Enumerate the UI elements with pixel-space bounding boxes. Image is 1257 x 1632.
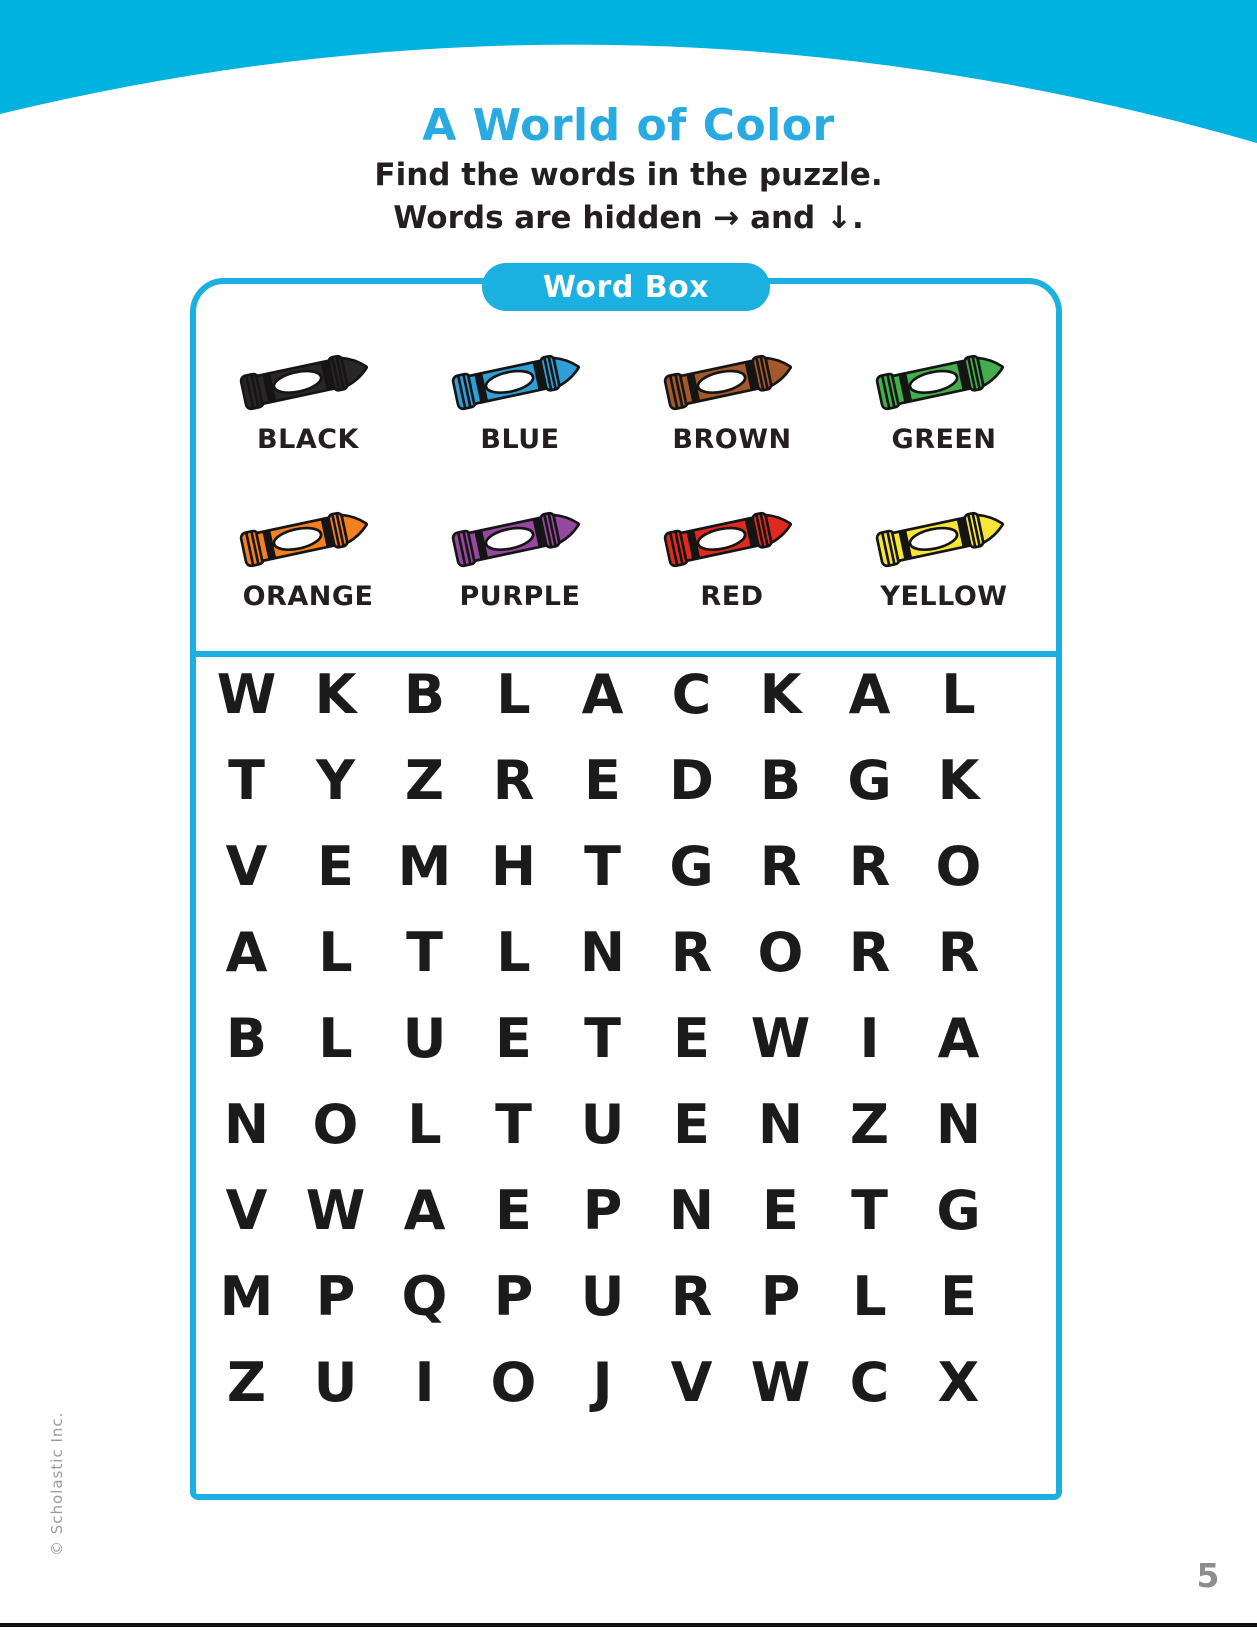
letter-cell-r3-c1: V <box>225 834 268 898</box>
letter-cell-r4-c9: R <box>937 920 980 984</box>
letter-cell-r9-c6: V <box>670 1350 713 1414</box>
word-box-header <box>482 263 770 311</box>
letter-cell-r7-c4: E <box>495 1178 532 1242</box>
word-label: GREEN <box>891 424 997 455</box>
letter-cell-r6-c4: T <box>495 1092 532 1156</box>
letter-cell-r6-c6: E <box>673 1092 710 1156</box>
letter-cell-r1-c9: L <box>941 662 976 726</box>
letter-cell-r3-c5: T <box>584 834 621 898</box>
letter-cell-r9-c2: U <box>313 1350 358 1414</box>
letter-cell-r7-c8: T <box>851 1178 888 1242</box>
word-label: BROWN <box>672 424 792 455</box>
crayon-blue-icon <box>437 348 603 416</box>
letter-cell-r3-c9: O <box>935 834 982 898</box>
letter-cell-r4-c5: N <box>579 920 626 984</box>
letter-cell-r8-c4: P <box>493 1264 534 1328</box>
word-box-header-label: Word Box <box>542 269 710 305</box>
letter-cell-r4-c7: O <box>757 920 804 984</box>
letter-cell-r6-c8: Z <box>849 1092 890 1156</box>
page-number: 5 <box>1196 1556 1220 1595</box>
letter-cell-r7-c1: V <box>225 1178 268 1242</box>
letter-cell-r3-c4: H <box>490 834 537 898</box>
instructions <box>0 154 1257 240</box>
letter-cell-r3-c8: R <box>848 834 891 898</box>
letter-cell-r4-c3: T <box>406 920 443 984</box>
word-label: BLUE <box>480 424 560 455</box>
word-item-brown <box>626 348 838 455</box>
letter-cell-r5-c4: E <box>495 1006 532 1070</box>
letter-cell-r4-c8: R <box>848 920 891 984</box>
letter-cell-r4-c2: L <box>318 920 353 984</box>
letter-cell-r3-c6: G <box>669 834 714 898</box>
letter-cell-r1-c4: L <box>496 662 531 726</box>
letter-cell-r7-c3: A <box>403 1178 446 1242</box>
letter-cell-r3-c7: R <box>759 834 802 898</box>
letter-cell-r6-c7: N <box>757 1092 804 1156</box>
word-label: BLACK <box>257 424 359 455</box>
letter-cell-r9-c3: I <box>414 1350 435 1414</box>
crayon-red-icon <box>649 505 815 573</box>
letter-cell-r5-c5: T <box>584 1006 621 1070</box>
word-item-yellow <box>838 505 1050 612</box>
letter-cell-r9-c9: X <box>937 1350 980 1414</box>
letter-cell-r1-c5: A <box>581 662 624 726</box>
letter-cell-r9-c4: O <box>490 1350 537 1414</box>
word-label: RED <box>700 581 764 612</box>
letter-cell-r2-c6: D <box>669 748 714 812</box>
word-label: ORANGE <box>242 581 374 612</box>
letter-grid <box>202 651 1003 1425</box>
page-bottom-edge-line <box>0 1623 1257 1627</box>
letter-cell-r6-c1: N <box>223 1092 270 1156</box>
crayon-green-icon <box>861 348 1027 416</box>
letter-cell-r2-c2: Y <box>315 748 356 812</box>
instruction-line-2: Words are hidden → and ↓. <box>393 200 864 236</box>
crayon-yellow-icon <box>861 505 1027 573</box>
word-item-orange <box>202 505 414 612</box>
letter-cell-r7-c2: W <box>305 1178 366 1242</box>
letter-cell-r9-c1: Z <box>226 1350 267 1414</box>
letter-cell-r5-c9: A <box>937 1006 980 1070</box>
letter-cell-r6-c5: U <box>580 1092 625 1156</box>
letter-cell-r5-c2: L <box>318 1006 353 1070</box>
letter-cell-r4-c6: R <box>670 920 713 984</box>
crayon-black-icon <box>225 348 391 416</box>
letter-cell-r7-c6: N <box>668 1178 715 1242</box>
letter-cell-r2-c1: T <box>228 748 265 812</box>
crayon-purple-icon <box>437 505 603 573</box>
letter-cell-r1-c3: B <box>403 662 446 726</box>
letter-cell-r9-c5: J <box>592 1350 613 1414</box>
letter-cell-r5-c7: W <box>750 1006 811 1070</box>
letter-cell-r8-c3: Q <box>401 1264 448 1328</box>
letter-cell-r2-c5: E <box>584 748 621 812</box>
letter-cell-r5-c3: U <box>402 1006 447 1070</box>
letter-cell-r2-c9: K <box>937 748 980 812</box>
letter-cell-r8-c2: P <box>315 1264 356 1328</box>
letter-cell-r5-c8: I <box>859 1006 880 1070</box>
letter-cell-r4-c1: A <box>225 920 268 984</box>
word-item-blue <box>414 348 626 455</box>
letter-cell-r7-c7: E <box>762 1178 799 1242</box>
letter-cell-r8-c1: M <box>219 1264 274 1328</box>
letter-cell-r5-c1: B <box>225 1006 268 1070</box>
word-item-red <box>626 505 838 612</box>
letter-cell-r1-c8: A <box>848 662 891 726</box>
letter-cell-r1-c2: K <box>314 662 357 726</box>
word-box-words <box>202 348 1050 612</box>
letter-cell-r6-c3: L <box>407 1092 442 1156</box>
word-label: PURPLE <box>459 581 581 612</box>
letter-cell-r8-c8: L <box>852 1264 887 1328</box>
letter-cell-r6-c2: O <box>312 1092 359 1156</box>
instruction-line-1: Find the words in the puzzle. <box>374 157 883 193</box>
letter-cell-r4-c4: L <box>496 920 531 984</box>
letter-cell-r9-c8: C <box>849 1350 890 1414</box>
letter-cell-r2-c8: G <box>847 748 892 812</box>
letter-cell-r1-c6: C <box>671 662 712 726</box>
letter-cell-r7-c9: G <box>936 1178 981 1242</box>
letter-cell-r2-c7: B <box>759 748 802 812</box>
letter-cell-r3-c3: M <box>397 834 452 898</box>
word-item-green <box>838 348 1050 455</box>
letter-cell-r9-c7: W <box>750 1350 811 1414</box>
crayon-orange-icon <box>225 505 391 573</box>
letter-cell-r8-c6: R <box>670 1264 713 1328</box>
letter-cell-r7-c5: P <box>582 1178 623 1242</box>
page-title: A World of Color <box>422 100 835 151</box>
word-item-purple <box>414 505 626 612</box>
letter-cell-r3-c2: E <box>317 834 354 898</box>
letter-cell-r2-c3: Z <box>404 748 445 812</box>
letter-cell-r5-c6: E <box>673 1006 710 1070</box>
letter-cell-r8-c7: P <box>760 1264 801 1328</box>
letter-cell-r1-c1: W <box>216 662 277 726</box>
word-item-black <box>202 348 414 455</box>
letter-cell-r2-c4: R <box>492 748 535 812</box>
copyright-text: © Scholastic Inc. <box>48 1411 66 1556</box>
letter-cell-r8-c5: U <box>580 1264 625 1328</box>
letter-cell-r6-c9: N <box>935 1092 982 1156</box>
letter-cell-r8-c9: E <box>940 1264 977 1328</box>
letter-cell-r1-c7: K <box>759 662 802 726</box>
crayon-brown-icon <box>649 348 815 416</box>
word-label: YELLOW <box>880 581 1008 612</box>
